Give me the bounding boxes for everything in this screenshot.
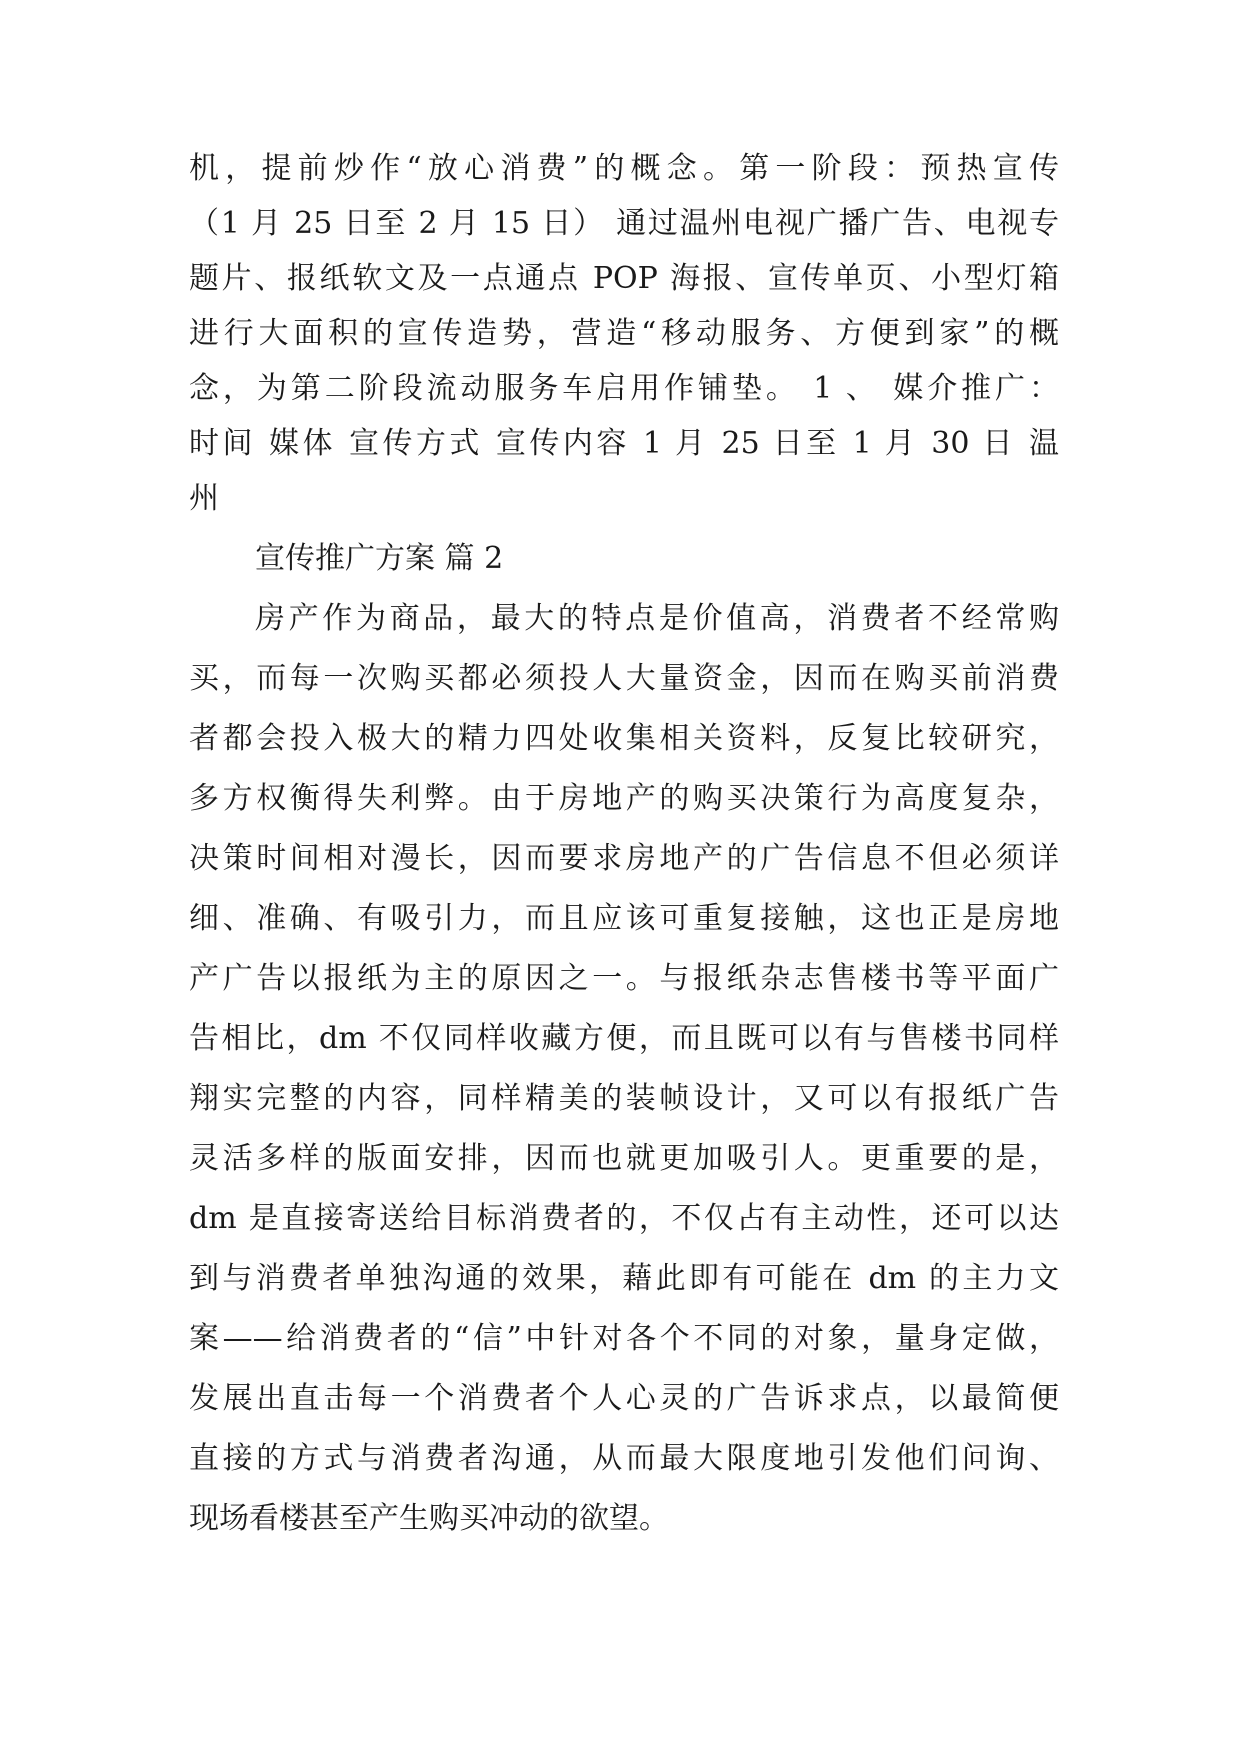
text-line: 多方权衡得失利弊。由于房地产的购买决策行为高度复杂， (189, 781, 1059, 816)
text-line: 进行大面积的宣传造势，营造“移动服务、方便到家”的概 (189, 316, 1059, 351)
text-line: 题片、报纸软文及一点通点 POP 海报、宣传单页、小型灯箱 (189, 261, 1059, 296)
text-line: 时间 媒体 宣传方式 宣传内容 1 月 25 日至 1 月 30 日 温 (189, 426, 1059, 461)
text-line: 房产作为商品，最大的特点是价值高，消费者不经常购 (255, 601, 1059, 636)
text-line: 直接的方式与消费者沟通，从而最大限度地引发他们问询、 (189, 1441, 1059, 1476)
text-line: 告相比，dm 不仅同样收藏方便，而且既可以有与售楼书同样 (189, 1021, 1059, 1056)
text-line: 到与消费者单独沟通的效果，藉此即有可能在 dm 的主力文 (189, 1261, 1059, 1296)
text-line: dm 是直接寄送给目标消费者的，不仅占有主动性，还可以达 (189, 1201, 1059, 1236)
text-line: 州 (189, 481, 219, 516)
text-line: 灵活多样的版面安排，因而也就更加吸引人。更重要的是， (189, 1141, 1059, 1176)
text-line: 翔实完整的内容，同样精美的装帧设计，又可以有报纸广告 (189, 1081, 1059, 1116)
text-line: 产广告以报纸为主的原因之一。与报纸杂志售楼书等平面广 (189, 961, 1059, 996)
text-line: 机，提前炒作“放心消费”的概念。第一阶段：预热宣传 (189, 151, 1059, 186)
text-line: （1 月 25 日至 2 月 15 日） 通过温州电视广播广告、电视专 (189, 206, 1059, 241)
text-line: 发展出直击每一个消费者个人心灵的广告诉求点，以最简便 (189, 1381, 1059, 1416)
section-heading: 宣传推广方案 篇 2 (255, 541, 504, 576)
text-line: 现场看楼甚至产生购买冲动的欲望。 (189, 1501, 669, 1536)
text-line: 细、准确、有吸引力，而且应该可重复接触，这也正是房地 (189, 901, 1059, 936)
text-line: 案——给消费者的“信”中针对各个不同的对象，量身定做， (189, 1321, 1059, 1356)
text-line: 者都会投入极大的精力四处收集相关资料，反复比较研究， (189, 721, 1059, 756)
text-line: 决策时间相对漫长，因而要求房地产的广告信息不但必须详 (189, 841, 1059, 876)
text-line: 念，为第二阶段流动服务车启用作铺垫。 1 、 媒介推广： (189, 371, 1059, 406)
text-line: 买，而每一次购买都必须投人大量资金，因而在购买前消费 (189, 661, 1059, 696)
